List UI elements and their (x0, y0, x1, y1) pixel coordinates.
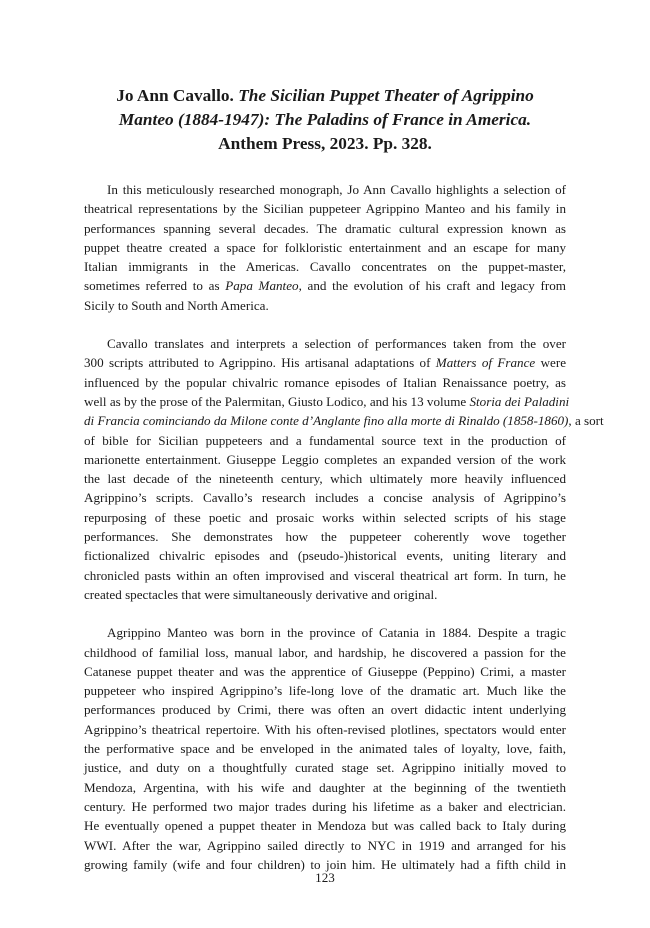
title-author: Jo Ann Cavallo. (116, 86, 234, 105)
text-line (84, 488, 566, 507)
text-line (84, 334, 566, 353)
text-run: Mendoza, Argentina, with his wife and daughter at the beginning of the twentieth (84, 779, 566, 795)
text-line (84, 720, 566, 739)
text-line (84, 238, 566, 257)
text-line (84, 758, 566, 777)
text-line (84, 276, 566, 295)
italic-text: Storia dei Paladini (469, 393, 570, 409)
text-run: puppet theatre created a space for folkloristic entertainment and an escape for many (84, 239, 566, 255)
text-line (84, 508, 566, 527)
text-line (84, 411, 604, 430)
text-run: Agrippino’s theatrical repertoire. With his often-revised plotlines, spectators would enter (84, 721, 566, 737)
text-line (84, 469, 566, 488)
body-paragraph (84, 623, 566, 874)
text-run: , a sort (568, 413, 604, 429)
text-line (84, 199, 566, 218)
title-line-2 (84, 108, 566, 132)
title-work-part-2: Manteo (1884-1947): The Paladins of France in America. (118, 110, 532, 129)
text-run: well as by the prose of the Palermitan, Giusto Lodico, and his 13 volume (84, 393, 470, 409)
text-line (84, 566, 566, 585)
text-run: Catanese puppet theater and was the apprentice of Giuseppe (Peppino) Crimi, a master (84, 663, 566, 679)
review-title (84, 84, 566, 156)
text-run: theatrical representations by the Sicilian puppeteer Agrippino Manteo and his family in (84, 201, 566, 217)
text-line (84, 546, 566, 565)
text-run: marionette entertainment. Giuseppe Leggio completes an expanded version of the work (84, 451, 566, 467)
text-run: fictionalized chivalric episodes and (pseudo-)historical events, uniting literary and (84, 548, 566, 564)
text-run: repurposing of these poetic and prosaic works within selected scripts of his stage (84, 509, 566, 525)
text-line (84, 700, 566, 719)
text-run: the last decade of the nineteenth century, which ultimately more heavily influenced (84, 471, 566, 487)
italic-text: Papa Manteo (225, 278, 299, 294)
text-run: performances spanning several decades. The dramatic cultural expression known as (84, 220, 566, 236)
page-number: 123 (315, 870, 335, 885)
text-run: Italian immigrants in the Americas. Cavallo concentrates on the puppet-master, (84, 259, 566, 275)
text-line (84, 836, 566, 855)
text-run: WWI. After the war, Agrippino sailed directly to NYC in 1919 and arranged for his (84, 837, 566, 853)
text-run: the performative space and be enveloped in the animated tales of loyalty, love, faith, (84, 741, 566, 757)
body-paragraph (84, 180, 566, 315)
text-line (84, 353, 566, 372)
text-line (84, 373, 566, 392)
text-run: created spectacles that were simultaneously derivative and original. (84, 586, 438, 602)
text-run: of bible for Sicilian puppeteers and a fundamental source text in the production of (84, 432, 566, 448)
text-run: chronicled pasts within an often improvised and visceral theatrical art form. In turn, he (84, 567, 566, 583)
italic-text: di Francia cominciando da Milone conte d’Anglante fino alla morte di Rinaldo (1858-1860) (84, 413, 569, 429)
text-run: performances produced by Crimi, there was often an overt didactic intent underlying (84, 702, 566, 718)
text-line (84, 527, 566, 546)
title-work-part-1: The Sicilian Puppet Theater of Agrippino (238, 86, 534, 105)
title-line-1 (84, 84, 566, 108)
text-run: puppeteer who inspired Agrippino’s life-long love of the dramatic art. Much like the (84, 683, 566, 699)
text-line (84, 180, 566, 199)
text-run: sometimes referred to as (84, 278, 226, 294)
body-paragraph (84, 334, 604, 604)
text-line (84, 681, 566, 700)
text-line (84, 778, 566, 797)
text-line (84, 585, 566, 604)
text-run: justice, and duty on a thoughtfully curated stage set. Agrippino initially moved to (84, 760, 566, 776)
text-line (84, 623, 566, 642)
text-run: He eventually opened a puppet theater in Mendoza but was called back to Italy during (84, 818, 566, 834)
document-page (84, 84, 604, 893)
text-run: Agrippino’s scripts. Cavallo’s research includes a concise analysis of Agrippino’s (84, 490, 566, 506)
text-run: century. He performed two major trades during his lifetime as a baker and electrician. (84, 798, 566, 814)
text-line (84, 797, 566, 816)
text-run: , and the evolution of his craft and legacy from (298, 278, 566, 294)
text-run: performances. She demonstrates how the puppeteer coherently wove together (84, 529, 566, 545)
text-run: childhood of familial loss, manual labor, and hardship, he discovered a passion for the (84, 644, 566, 660)
text-run: influenced by the popular chivalric romance episodes of Italian Renaissance poetry, as (84, 374, 566, 390)
text-line (84, 257, 566, 276)
text-run: growing family (wife and four children) to join him. He ultimately had a fifth child in (84, 856, 566, 872)
text-run: Agrippino Manteo was born in the province of Catania in 1884. Despite a tragic (107, 625, 566, 641)
text-line (84, 431, 566, 450)
review-body (84, 180, 604, 874)
text-line (84, 816, 566, 835)
text-run: 300 scripts attributed to Agrippino. His artisanal adaptations of (84, 355, 436, 371)
text-line (84, 739, 566, 758)
italic-text: Matters of France (435, 355, 536, 371)
text-run: were (535, 355, 567, 371)
text-line (84, 450, 566, 469)
text-line (84, 296, 566, 315)
text-run: In this meticulously researched monograph, Jo Ann Cavallo highlights a selection of (107, 182, 566, 197)
text-run: Cavallo translates and interprets a selection of performances taken from the over (107, 336, 566, 352)
text-line (84, 662, 566, 681)
text-line (84, 392, 570, 411)
title-line-3 (84, 132, 566, 156)
text-run: Sicily to South and North America. (84, 297, 269, 313)
text-line (84, 219, 566, 238)
title-publication: Anthem Press, 2023. Pp. 328. (218, 134, 432, 153)
text-line (84, 643, 566, 662)
